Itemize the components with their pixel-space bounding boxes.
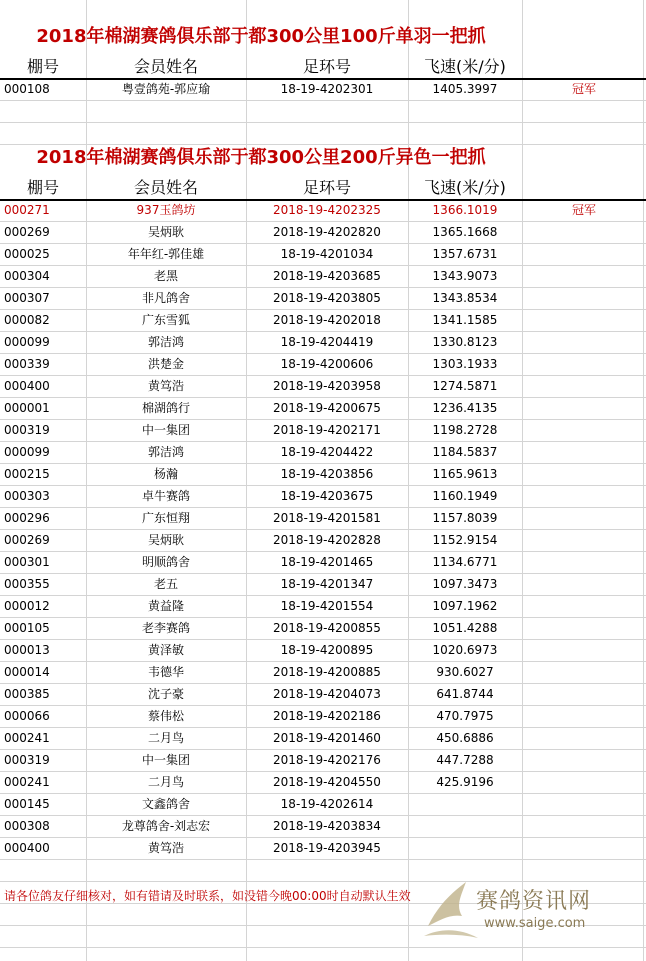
cell-ring-number: 18-19-4200895 bbox=[280, 643, 374, 657]
table-row bbox=[0, 463, 646, 485]
cell-ring-number: 2018-19-4201581 bbox=[273, 511, 381, 525]
grid-line bbox=[0, 859, 646, 860]
cell-pen-id: 000400 bbox=[4, 841, 50, 855]
cell-member-name: 文鑫鸽舍 bbox=[141, 797, 190, 811]
cell-pen-id: 000105 bbox=[4, 621, 50, 635]
cell-ring-number: 2018-19-4201460 bbox=[273, 731, 381, 745]
cell-ring-number: 2018-19-4202325 bbox=[273, 203, 381, 217]
header-member-name: 会员姓名 bbox=[133, 57, 198, 76]
cell-member-name: 蔡伟松 bbox=[147, 709, 184, 723]
table-row bbox=[0, 309, 646, 331]
cell-ring-number: 2018-19-4202176 bbox=[273, 753, 381, 767]
cell-pen-id: 000241 bbox=[4, 731, 50, 745]
table-row bbox=[0, 683, 646, 705]
cell-ring-number: 18-19-4201465 bbox=[280, 555, 374, 569]
cell-speed: 1152.9154 bbox=[432, 533, 498, 547]
table-row bbox=[0, 397, 646, 419]
cell-award bbox=[522, 243, 646, 265]
cell-pen-id: 000082 bbox=[4, 313, 50, 327]
table-row bbox=[0, 78, 646, 100]
cell-award bbox=[522, 265, 646, 287]
cell-ring-number: 2018-19-4203945 bbox=[273, 841, 381, 855]
cell-member-name: 年年红-郭佳雄 bbox=[127, 247, 205, 261]
cell-pen-id: 000099 bbox=[4, 445, 50, 459]
cell-member-name: 老黑 bbox=[153, 269, 178, 283]
cell-member-name: 龙尊鸽舍-刘志宏 bbox=[121, 819, 211, 833]
cell-pen-id: 000025 bbox=[4, 247, 50, 261]
cell-ring-number: 18-19-4203675 bbox=[280, 489, 374, 503]
table-row bbox=[0, 771, 646, 793]
cell-pen-id: 000013 bbox=[4, 643, 50, 657]
cell-award bbox=[522, 397, 646, 419]
table-row bbox=[0, 639, 646, 661]
table-row bbox=[0, 815, 646, 837]
cell-award bbox=[522, 793, 646, 815]
cell-member-name: 沈子豪 bbox=[147, 687, 184, 701]
cell-pen-id: 000319 bbox=[4, 423, 50, 437]
watermark-name: 赛鸽资讯网 bbox=[476, 889, 592, 914]
table-row bbox=[0, 287, 646, 309]
cell-ring-number: 2018-19-4202820 bbox=[273, 225, 381, 239]
cell-award bbox=[522, 551, 646, 573]
cell-member-name: 老李赛鸽 bbox=[141, 621, 190, 635]
cell-speed: 450.6886 bbox=[436, 731, 494, 745]
cell-member-name: 杨瀚 bbox=[153, 467, 178, 481]
cell-member-name: 中一集团 bbox=[141, 423, 190, 437]
cell-award bbox=[522, 441, 646, 463]
cell-ring-number: 2018-19-4202171 bbox=[273, 423, 381, 437]
cell-pen-id: 000319 bbox=[4, 753, 50, 767]
cell-award bbox=[522, 683, 646, 705]
cell-award bbox=[522, 815, 646, 837]
cell-speed bbox=[408, 815, 522, 837]
table-row bbox=[0, 485, 646, 507]
grid-line bbox=[0, 947, 646, 948]
cell-speed: 470.7975 bbox=[436, 709, 494, 723]
cell-member-name: 黄笃浩 bbox=[147, 841, 184, 855]
cell-award: 冠军 bbox=[571, 203, 596, 217]
cell-ring-number: 18-19-4204419 bbox=[280, 335, 374, 349]
cell-member-name: 卓牛赛鸽 bbox=[141, 489, 190, 503]
table-row bbox=[0, 243, 646, 265]
cell-speed: 1330.8123 bbox=[432, 335, 498, 349]
cell-speed: 1236.4135 bbox=[432, 401, 498, 415]
cell-ring-number: 18-19-4201034 bbox=[280, 247, 374, 261]
cell-pen-id: 000014 bbox=[4, 665, 50, 679]
cell-ring-number: 18-19-4201347 bbox=[280, 577, 374, 591]
cell-speed: 641.8744 bbox=[436, 687, 494, 701]
table-row bbox=[0, 221, 646, 243]
table-row bbox=[0, 705, 646, 727]
cell-award bbox=[522, 837, 646, 859]
table-row bbox=[0, 727, 646, 749]
cell-award bbox=[522, 529, 646, 551]
pigeon-logo-icon bbox=[420, 876, 480, 946]
table-row bbox=[0, 551, 646, 573]
cell-ring-number: 2018-19-4203805 bbox=[273, 291, 381, 305]
cell-ring-number: 2018-19-4203685 bbox=[273, 269, 381, 283]
cell-speed bbox=[408, 793, 522, 815]
grid-line bbox=[0, 100, 646, 101]
cell-ring-number: 2018-19-4204073 bbox=[273, 687, 381, 701]
cell-pen-id: 000001 bbox=[4, 401, 50, 415]
cell-ring-number: 2018-19-4203834 bbox=[273, 819, 381, 833]
section1-header bbox=[0, 56, 646, 80]
cell-award bbox=[522, 463, 646, 485]
cell-member-name: 广东恒翔 bbox=[141, 511, 190, 525]
cell-member-name: 937玉鸽坊 bbox=[136, 203, 196, 217]
cell-member-name: 明顺鸽舍 bbox=[141, 555, 190, 569]
header-pen-id: 棚号 bbox=[26, 57, 59, 76]
cell-award bbox=[522, 353, 646, 375]
cell-member-name: 郭洁鸿 bbox=[147, 445, 184, 459]
cell-award bbox=[522, 617, 646, 639]
cell-member-name: 棉湖鸽行 bbox=[141, 401, 190, 415]
cell-award bbox=[522, 573, 646, 595]
cell-speed: 1357.6731 bbox=[432, 247, 498, 261]
cell-award bbox=[522, 507, 646, 529]
watermark-url: www.saige.com bbox=[484, 916, 586, 931]
table-row bbox=[0, 419, 646, 441]
cell-ring-number: 2018-19-4202828 bbox=[273, 533, 381, 547]
cell-award bbox=[522, 727, 646, 749]
cell-speed: 930.6027 bbox=[436, 665, 494, 679]
cell-pen-id: 000355 bbox=[4, 577, 50, 591]
header-speed: 飞速(米/分) bbox=[424, 57, 506, 76]
table-row bbox=[0, 529, 646, 551]
cell-pen-id: 000108 bbox=[4, 82, 50, 96]
cell-member-name: 韦德华 bbox=[147, 665, 184, 679]
table-row bbox=[0, 595, 646, 617]
cell-pen-id: 000303 bbox=[4, 489, 50, 503]
cell-speed: 1198.2728 bbox=[432, 423, 498, 437]
cell-speed: 1303.1933 bbox=[432, 357, 498, 371]
cell-ring-number: 18-19-4200606 bbox=[280, 357, 374, 371]
cell-speed: 1184.5837 bbox=[432, 445, 498, 459]
table-row bbox=[0, 441, 646, 463]
table-row bbox=[0, 353, 646, 375]
cell-pen-id: 000308 bbox=[4, 819, 50, 833]
header-ring-number: 足环号 bbox=[302, 57, 351, 76]
section2-header bbox=[0, 177, 646, 201]
cell-award bbox=[522, 375, 646, 397]
cell-award bbox=[522, 485, 646, 507]
header-pen-id: 棚号 bbox=[26, 178, 59, 197]
cell-award bbox=[522, 771, 646, 793]
cell-pen-id: 000307 bbox=[4, 291, 50, 305]
watermark bbox=[420, 876, 642, 946]
cell-speed: 1051.4288 bbox=[432, 621, 498, 635]
cell-speed: 1134.6771 bbox=[432, 555, 498, 569]
cell-pen-id: 000012 bbox=[4, 599, 50, 613]
cell-ring-number: 18-19-4201554 bbox=[280, 599, 374, 613]
cell-award: 冠军 bbox=[571, 82, 596, 96]
table-row bbox=[0, 573, 646, 595]
cell-ring-number: 18-19-4202301 bbox=[280, 82, 374, 96]
cell-speed: 1274.5871 bbox=[432, 379, 498, 393]
cell-member-name: 洪楚金 bbox=[147, 357, 184, 371]
cell-member-name: 二月鸟 bbox=[147, 775, 184, 789]
cell-pen-id: 000339 bbox=[4, 357, 50, 371]
cell-award bbox=[522, 639, 646, 661]
cell-pen-id: 000301 bbox=[4, 555, 50, 569]
cell-ring-number: 2018-19-4203958 bbox=[273, 379, 381, 393]
cell-speed: 425.9196 bbox=[436, 775, 494, 789]
cell-award bbox=[522, 309, 646, 331]
cell-award bbox=[522, 749, 646, 771]
cell-speed: 1157.8039 bbox=[432, 511, 498, 525]
table-row bbox=[0, 793, 646, 815]
table-row bbox=[0, 375, 646, 397]
cell-member-name: 粤壹鸽苑-郭应瑜 bbox=[121, 82, 211, 96]
cell-award bbox=[522, 419, 646, 441]
cell-member-name: 老五 bbox=[153, 577, 178, 591]
cell-speed: 447.7288 bbox=[436, 753, 494, 767]
cell-speed: 1160.1949 bbox=[432, 489, 498, 503]
cell-ring-number: 2018-19-4202186 bbox=[273, 709, 381, 723]
cell-award bbox=[522, 331, 646, 353]
grid-line bbox=[0, 144, 646, 145]
cell-ring-number: 18-19-4202614 bbox=[280, 797, 374, 811]
cell-award bbox=[522, 221, 646, 243]
cell-speed: 1341.1585 bbox=[432, 313, 498, 327]
cell-pen-id: 000066 bbox=[4, 709, 50, 723]
cell-ring-number: 18-19-4204422 bbox=[280, 445, 374, 459]
cell-pen-id: 000400 bbox=[4, 379, 50, 393]
cell-award bbox=[522, 661, 646, 683]
cell-member-name: 广东雪狐 bbox=[141, 313, 190, 327]
cell-member-name: 黄笃浩 bbox=[147, 379, 184, 393]
cell-pen-id: 000241 bbox=[4, 775, 50, 789]
notice-text: 请各位鸽友仔细核对，如有错请及时联系，如没错今晚00:00时自动默认生效 bbox=[4, 889, 411, 903]
cell-speed: 1097.3473 bbox=[432, 577, 498, 591]
cell-member-name: 吴炳耿 bbox=[147, 225, 184, 239]
cell-speed: 1365.1668 bbox=[432, 225, 498, 239]
table-row bbox=[0, 837, 646, 859]
header-member-name: 会员姓名 bbox=[133, 178, 198, 197]
cell-member-name: 黄益隆 bbox=[147, 599, 184, 613]
cell-speed: 1343.9073 bbox=[432, 269, 498, 283]
table-row bbox=[0, 199, 646, 221]
cell-pen-id: 000271 bbox=[4, 203, 50, 217]
cell-ring-number: 2018-19-4200855 bbox=[273, 621, 381, 635]
cell-pen-id: 000215 bbox=[4, 467, 50, 481]
cell-award bbox=[522, 705, 646, 727]
cell-ring-number: 2018-19-4204550 bbox=[273, 775, 381, 789]
cell-pen-id: 000304 bbox=[4, 269, 50, 283]
cell-speed: 1020.6973 bbox=[432, 643, 498, 657]
cell-award bbox=[522, 595, 646, 617]
cell-member-name: 郭洁鸿 bbox=[147, 335, 184, 349]
cell-ring-number: 2018-19-4200885 bbox=[273, 665, 381, 679]
cell-ring-number: 2018-19-4200675 bbox=[273, 401, 381, 415]
cell-award bbox=[522, 287, 646, 309]
cell-member-name: 吴炳耿 bbox=[147, 533, 184, 547]
cell-pen-id: 000145 bbox=[4, 797, 50, 811]
cell-pen-id: 000269 bbox=[4, 225, 50, 239]
cell-pen-id: 000269 bbox=[4, 533, 50, 547]
table-row bbox=[0, 749, 646, 771]
section2-title: 2018年棉湖赛鸽俱乐部于都300公里200斤异色一把抓 bbox=[36, 147, 486, 168]
cell-member-name: 非凡鸽舍 bbox=[141, 291, 190, 305]
cell-pen-id: 000099 bbox=[4, 335, 50, 349]
cell-pen-id: 000385 bbox=[4, 687, 50, 701]
table-row bbox=[0, 617, 646, 639]
cell-member-name: 二月鸟 bbox=[147, 731, 184, 745]
section1-title: 2018年棉湖赛鸽俱乐部于都300公里100斤单羽一把抓 bbox=[36, 26, 486, 47]
cell-ring-number: 2018-19-4202018 bbox=[273, 313, 381, 327]
cell-speed bbox=[408, 837, 522, 859]
table-row bbox=[0, 331, 646, 353]
header-ring-number: 足环号 bbox=[302, 178, 351, 197]
table-row bbox=[0, 661, 646, 683]
cell-speed: 1097.1962 bbox=[432, 599, 498, 613]
cell-speed: 1366.1019 bbox=[432, 203, 498, 217]
cell-speed: 1343.8534 bbox=[432, 291, 498, 305]
cell-member-name: 中一集团 bbox=[141, 753, 190, 767]
cell-speed: 1165.9613 bbox=[432, 467, 498, 481]
cell-pen-id: 000296 bbox=[4, 511, 50, 525]
grid-line bbox=[0, 122, 646, 123]
cell-member-name: 黄泽敏 bbox=[147, 643, 184, 657]
cell-ring-number: 18-19-4203856 bbox=[280, 467, 374, 481]
cell-speed: 1405.3997 bbox=[432, 82, 498, 96]
table-row bbox=[0, 507, 646, 529]
table-row bbox=[0, 265, 646, 287]
header-speed: 飞速(米/分) bbox=[424, 178, 506, 197]
